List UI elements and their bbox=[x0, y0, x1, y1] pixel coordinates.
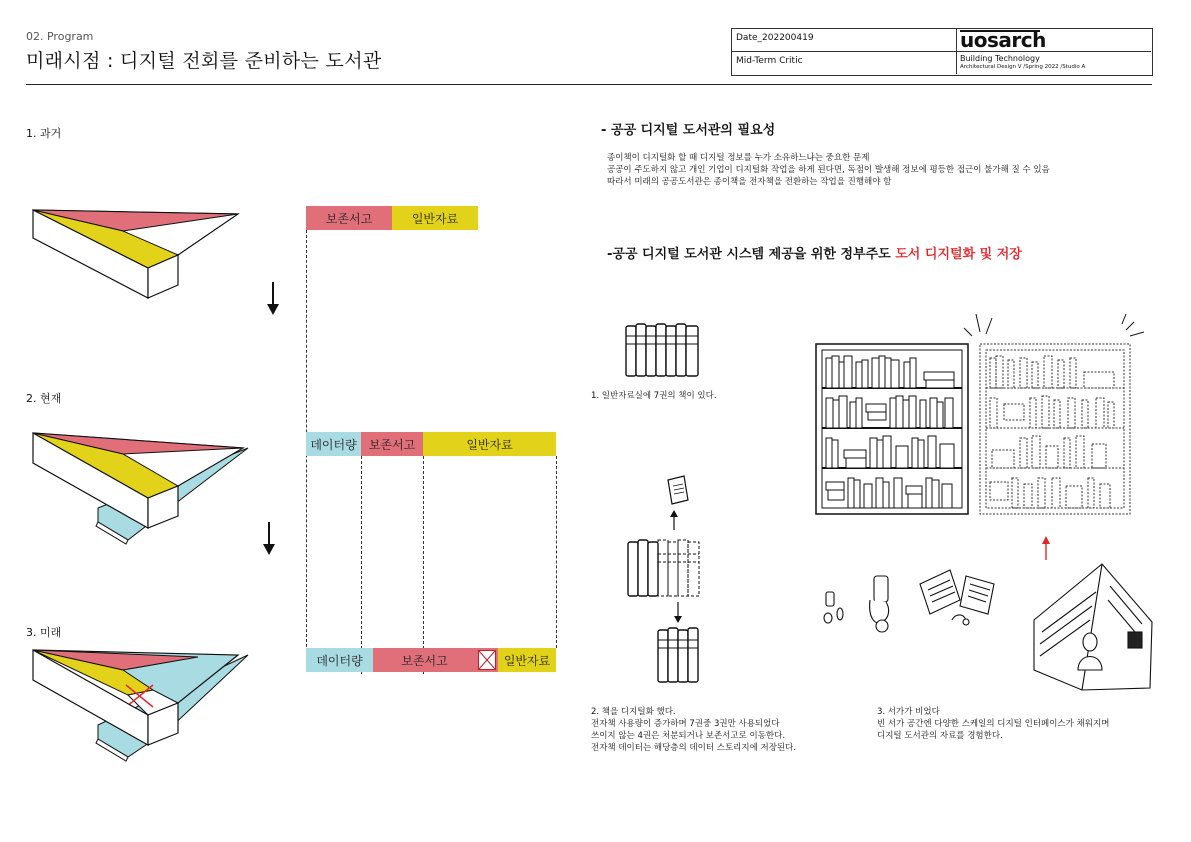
critic-text: Mid-Term Critic bbox=[736, 56, 803, 66]
present-preserve-bar: 보존서고 bbox=[361, 432, 423, 456]
down-arrow-icon bbox=[261, 522, 277, 556]
step1-caption: 1. 일반자료실에 7권의 책이 있다. bbox=[591, 391, 717, 401]
critic-cell bbox=[732, 52, 957, 74]
empty-bookshelf bbox=[980, 344, 1130, 514]
section-number: 02. Program bbox=[26, 30, 94, 43]
section2-heading-text: -공공 디지털 도서관 시스템 제공을 위한 정부주도 bbox=[607, 247, 896, 262]
up-arrow-icon bbox=[668, 510, 680, 530]
dashed-guide bbox=[423, 456, 424, 674]
full-bookshelf bbox=[816, 344, 968, 514]
future-preserve-bar: 보존서고 bbox=[373, 648, 476, 672]
down-small-arrow-icon bbox=[672, 602, 684, 624]
step2-line: 2. 책을 디지털화 했다. bbox=[591, 707, 676, 717]
section1-line: 따라서 미래의 공공도서관은 종이책을 전자책을 전환하는 작업을 진행해야 함 bbox=[607, 177, 892, 187]
header-divider bbox=[26, 84, 1152, 85]
stage-label-present: 2. 현재 bbox=[26, 392, 62, 405]
screen-sketch bbox=[960, 576, 994, 614]
past-preserve-bar: 보존서고 bbox=[306, 206, 392, 230]
present-general-bar: 일반자료 bbox=[423, 432, 556, 456]
section1-heading: - 공공 디지털 도서관의 필요성 bbox=[601, 123, 776, 138]
archived-books-icon bbox=[656, 626, 700, 684]
stage-label-past: 1. 과거 bbox=[26, 127, 62, 140]
step3-line: 3. 서가가 비었다 bbox=[877, 707, 940, 717]
step3-caption bbox=[877, 706, 1109, 742]
past-general-bar: 일반자료 bbox=[392, 206, 478, 230]
digitized-books-icon bbox=[626, 536, 702, 600]
future-general-bar: 일반자료 bbox=[498, 648, 556, 672]
red-up-arrow-icon bbox=[1040, 536, 1052, 560]
immersive-room-sketch bbox=[1034, 564, 1152, 690]
small-device-icon bbox=[826, 592, 834, 606]
phone-icon bbox=[874, 576, 888, 602]
present-data-bar: 데이터량 bbox=[306, 432, 361, 456]
logo-cell bbox=[957, 29, 1151, 52]
date-text: Date_202200419 bbox=[736, 33, 814, 43]
present-block-diagram bbox=[28, 428, 253, 548]
dashed-guide bbox=[361, 456, 362, 674]
future-removed-cell bbox=[476, 648, 498, 672]
step3-line: 디지털 도서관의 자료를 경험한다. bbox=[877, 731, 1003, 741]
step2-caption bbox=[591, 706, 796, 754]
section1-line: 종이책이 디지털화 할 때 디지털 정보를 누가 소유하느냐는 중요한 문제 bbox=[607, 153, 870, 163]
step2-line: 전자책 사용량이 증가하며 7권중 3권만 사용되었다 bbox=[591, 719, 780, 729]
future-data-bar: 데이터량 bbox=[306, 648, 373, 672]
down-arrow-icon bbox=[265, 282, 281, 316]
step3-line: 빈 서가 공간엔 다양한 스케일의 디지털 인터페이스가 채워지며 bbox=[877, 719, 1110, 729]
book-stack-icon bbox=[624, 322, 704, 378]
section2-heading-highlight: 도서 디지털화 및 저장 bbox=[895, 247, 1022, 262]
stage-label-future: 3. 미래 bbox=[26, 626, 62, 639]
course-title: Building Technology bbox=[960, 54, 1040, 63]
section2-heading bbox=[607, 243, 1022, 262]
future-block-diagram bbox=[28, 645, 253, 770]
step2-line: 쓰이지 않는 4권은 처분되거나 보존서고로 이동한다. bbox=[591, 731, 786, 741]
title-block bbox=[731, 28, 1153, 76]
step2-line: 전자책 데이터는 해당층의 데이터 스토리지에 저장된다. bbox=[591, 743, 797, 753]
date-cell bbox=[732, 29, 957, 52]
logo: uosarch bbox=[960, 28, 1046, 52]
past-block-diagram bbox=[28, 200, 248, 300]
course-detail: Architectural Design V /Spring 2022 /Studio A bbox=[960, 64, 1086, 70]
removed-cross-icon bbox=[478, 650, 496, 670]
bookshelves-illustration bbox=[814, 310, 1154, 520]
dashed-guide bbox=[556, 456, 557, 648]
tablet-icon bbox=[664, 472, 690, 506]
section1-line: 공공이 주도하지 않고 개인 기업이 디지털화 작업을 하게 된다면, 독점이 발생해 정보에 평등한 접근이 불가해 질 수 있음 bbox=[607, 165, 1050, 175]
page-title: 미래시점 : 디지털 전회를 준비하는 도서관 bbox=[26, 50, 382, 72]
course-cell bbox=[957, 52, 1151, 74]
digital-interfaces-illustration bbox=[820, 560, 1160, 700]
